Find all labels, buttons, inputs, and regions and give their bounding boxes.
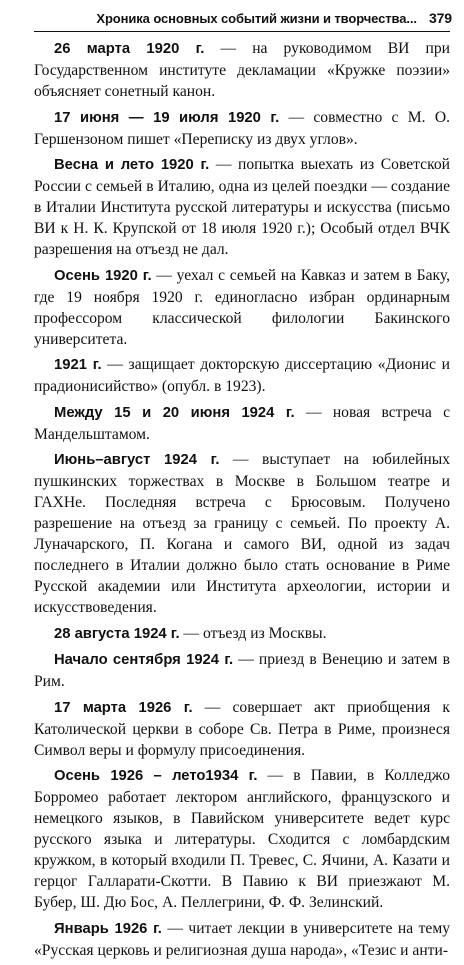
entry-date: 26 марта 1920 г. [54, 41, 205, 57]
chronicle-entry [34, 449, 450, 618]
entry-text: — защищает докторскую диссертацию «Дионис и прадионисийство» (опубл. в 1923). [34, 356, 451, 395]
entry-text: — выступает на юбилейных пушкинских торжествах в Москве в Большом театре и ГАХНе. Последняя встреча с Брюсовым. Получено разрешение на отъезд за границу с семьей. По проекту А. Луначарского, П. Когана и самого ВИ, одной из задач последнего в Италии должно было стать основание в Риме Русской академии или Института археологии, истории и искусствоведения. [34, 451, 450, 616]
chronicle-text [34, 38, 450, 965]
running-header [34, 10, 452, 26]
entry-date: 1921 г. [54, 357, 102, 373]
entry-text: — на руководимом ВИ при Государственном институте декламации «Кружке поэзии» объясняет сонетный канон. [34, 40, 450, 100]
entry-date: 17 июня — 19 июля 1920 г. [54, 109, 280, 126]
running-title: Хроника основных событий жизни и творчества... [96, 11, 417, 26]
entry-text: — совершает акт приобщения к Католической церкви в соборе Св. Петра в Риме, произнеся Символ веры и формулу присоединения. [34, 698, 450, 759]
entry-text: — новая встреча с Мандельштамом. [34, 403, 450, 443]
header-rule [34, 31, 450, 32]
chronicle-entry [34, 402, 450, 445]
entry-date: 17 марта 1926 г. [54, 699, 193, 716]
chronicle-entry [34, 649, 450, 692]
chronicle-entry [34, 154, 450, 260]
entry-date: Начало сентября 1924 г. [54, 652, 234, 668]
entry-date: 28 августа 1924 г. [54, 625, 180, 642]
entry-text: — уехал с семьей на Кавказ и затем в Баку, где 19 ноября 1920 г. единогласно избран ординарным профессором классической филологии Бакинского университета. [34, 266, 450, 348]
entry-text: — отъезд из Москвы. [179, 624, 327, 642]
chronicle-entry [34, 107, 450, 150]
chronicle-entry [34, 265, 450, 350]
entry-date: Осень 1926 – лето1934 г. [54, 768, 258, 784]
chronicle-entry [34, 918, 450, 961]
chronicle-entry [34, 623, 450, 645]
entry-date: Январь 1926 г. [54, 920, 162, 937]
chronicle-entry [34, 38, 450, 102]
entry-date: Июнь–август 1924 г. [54, 452, 220, 468]
entry-date: Между 15 и 20 июня 1924 г. [54, 404, 295, 421]
entry-date: Весна и лето 1920 г. [54, 157, 210, 173]
entry-text: — совместно с М. О. Гершензоном пишет «Переписку из двух углов». [34, 108, 450, 148]
entry-text: — приезд в Венецию и затем в Рим. [34, 651, 450, 690]
chronicle-entry [34, 765, 450, 913]
page-number: 379 [428, 10, 452, 26]
chronicle-entry [34, 354, 450, 397]
entry-text: — в Павии, в Колледжо Борромео работает лектором английского, французского и немецкого языков, в Павийском университете ведет курс русского языка и литературы. Сходится с ломбардским кружком, в который входили П. Тревес, С. Ячини, А. Казати и герцог Галларати-Скотти. В Павию к ВИ приезжают М. Бубер, Ш. Дю Бос, А. Пеллегрини, Ф. Ф. Зелинский. [34, 767, 450, 911]
entry-date: Осень 1920 г. [54, 267, 152, 284]
chronicle-entry [34, 697, 450, 761]
entry-text: — читает лекции в университете на тему «Русская церковь и религиозная душа народа», «Тезис и анти- [34, 919, 450, 959]
entry-text: — попытка выехать из Советской России с семьей в Италию, одна из целей поездки — создание в Италии Института русской литературы и искусства (письмо ВИ к Н. К. Крупской от 18 июля 1920 г.); Особый отдел ВЧК разрешения на отъезд не дал. [34, 156, 450, 258]
